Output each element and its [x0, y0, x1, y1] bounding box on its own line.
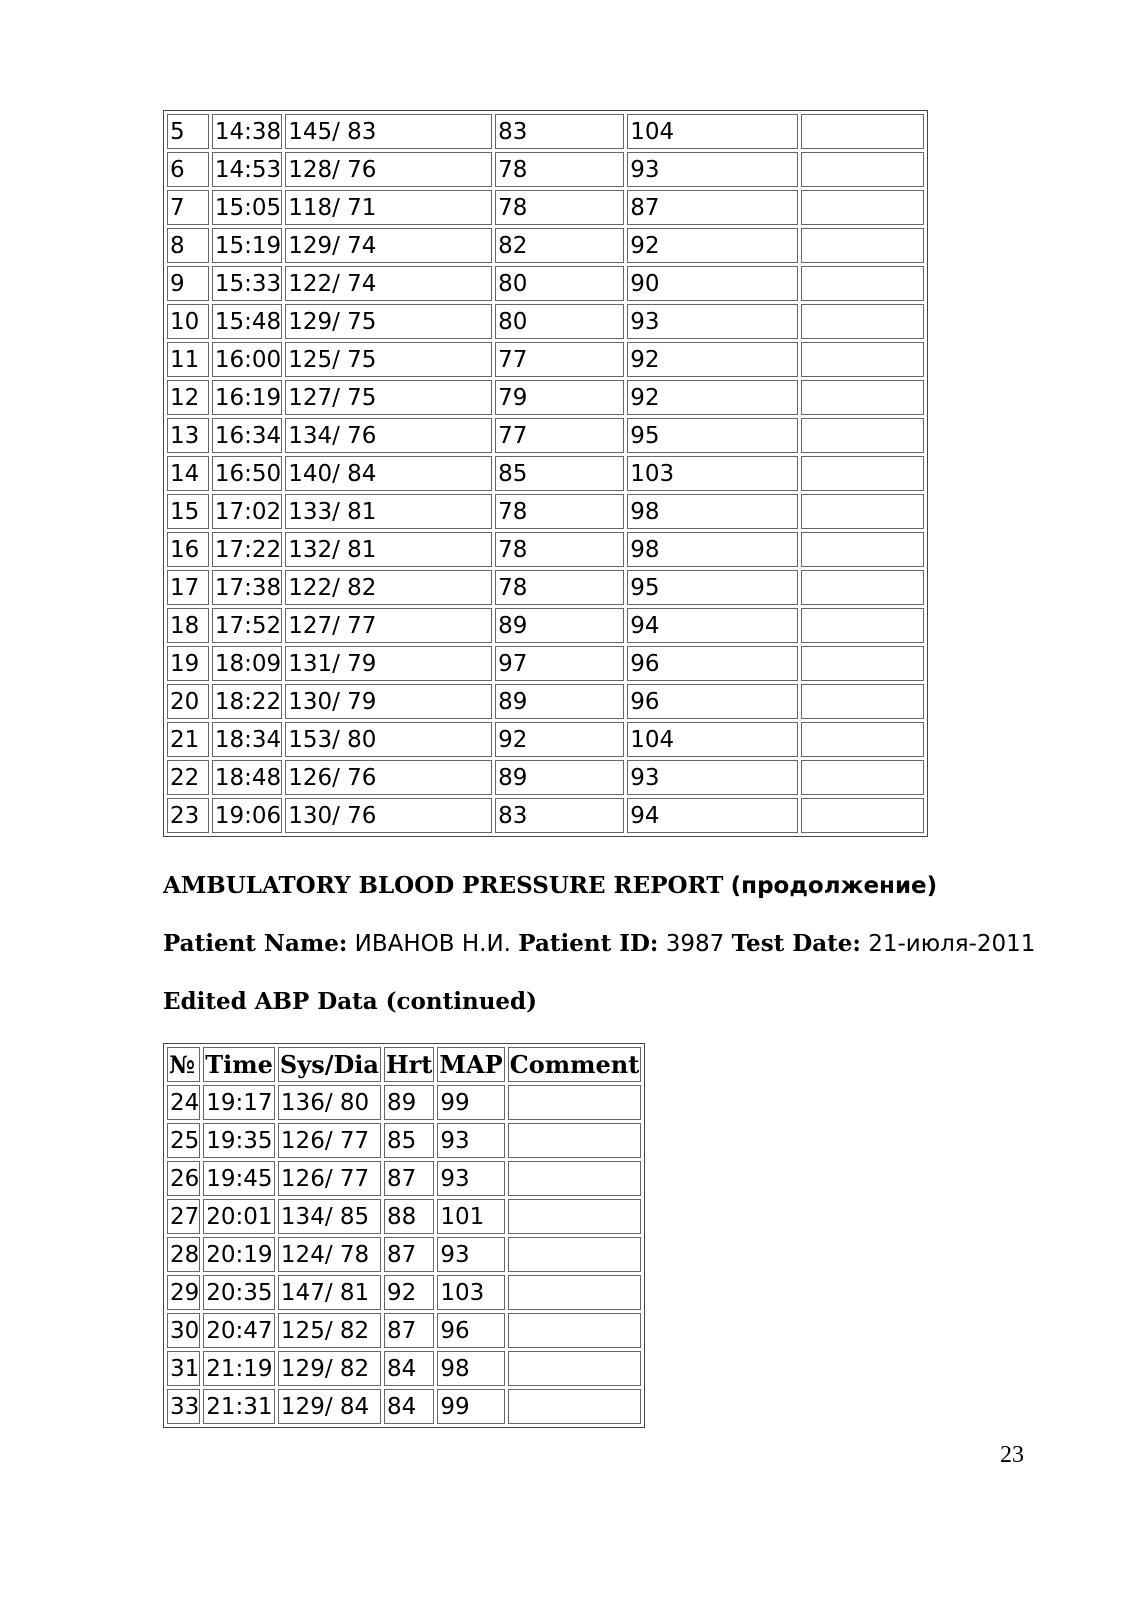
table-row — [167, 1085, 641, 1120]
comment-cell — [801, 570, 924, 605]
report-title-suffix: (продолжение) — [730, 873, 938, 899]
heart-rate-cell: 78 — [495, 570, 624, 605]
map-cell: 93 — [627, 304, 798, 339]
column-header-number: № — [167, 1047, 200, 1082]
table-row — [167, 570, 924, 605]
column-header-sys-dia: Sys/Dia — [278, 1047, 381, 1082]
comment-cell — [801, 608, 924, 643]
report-title — [163, 872, 937, 899]
time-cell: 16:50 — [212, 456, 282, 491]
sys-dia-cell: 129/ 84 — [278, 1389, 381, 1424]
heart-rate-cell: 78 — [495, 494, 624, 529]
comment-cell — [801, 456, 924, 491]
table-row — [167, 1161, 641, 1196]
time-cell: 15:19 — [212, 228, 282, 263]
heart-rate-cell: 77 — [495, 418, 624, 453]
map-cell: 99 — [437, 1389, 504, 1424]
time-cell: 20:19 — [203, 1237, 275, 1272]
map-cell: 98 — [627, 532, 798, 567]
comment-cell — [801, 152, 924, 187]
column-header-hrt: Hrt — [384, 1047, 434, 1082]
map-cell: 93 — [627, 760, 798, 795]
sys-dia-cell: 124/ 78 — [278, 1237, 381, 1272]
sys-dia-cell: 125/ 82 — [278, 1313, 381, 1348]
row-number-cell: 8 — [167, 228, 209, 263]
map-cell: 92 — [627, 342, 798, 377]
row-number-cell: 26 — [167, 1161, 200, 1196]
time-cell: 16:00 — [212, 342, 282, 377]
map-cell: 98 — [627, 494, 798, 529]
row-number-cell: 11 — [167, 342, 209, 377]
map-cell: 96 — [627, 684, 798, 719]
time-cell: 19:17 — [203, 1085, 275, 1120]
heart-rate-cell: 85 — [384, 1123, 434, 1158]
map-cell: 90 — [627, 266, 798, 301]
table-row — [167, 760, 924, 795]
comment-cell — [801, 418, 924, 453]
sys-dia-cell: 127/ 75 — [285, 380, 492, 415]
column-header-time: Time — [203, 1047, 275, 1082]
time-cell: 17:22 — [212, 532, 282, 567]
patient-info-line — [163, 930, 1035, 957]
heart-rate-cell: 79 — [495, 380, 624, 415]
comment-cell — [508, 1275, 642, 1310]
table-row — [167, 608, 924, 643]
table-body — [167, 1085, 641, 1424]
sys-dia-cell: 133/ 81 — [285, 494, 492, 529]
time-cell: 19:45 — [203, 1161, 275, 1196]
row-number-cell: 9 — [167, 266, 209, 301]
heart-rate-cell: 92 — [384, 1275, 434, 1310]
table-row — [167, 418, 924, 453]
map-cell: 87 — [627, 190, 798, 225]
comment-cell — [801, 494, 924, 529]
table-row — [167, 342, 924, 377]
map-cell: 93 — [627, 152, 798, 187]
row-number-cell: 10 — [167, 304, 209, 339]
map-cell: 103 — [437, 1275, 504, 1310]
comment-cell — [801, 722, 924, 757]
table-row — [167, 646, 924, 681]
map-cell: 94 — [627, 798, 798, 833]
time-cell: 18:09 — [212, 646, 282, 681]
heart-rate-cell: 85 — [495, 456, 624, 491]
time-cell: 18:34 — [212, 722, 282, 757]
sys-dia-cell: 134/ 85 — [278, 1199, 381, 1234]
comment-cell — [508, 1199, 642, 1234]
time-cell: 18:48 — [212, 760, 282, 795]
time-cell: 16:34 — [212, 418, 282, 453]
map-cell: 93 — [437, 1161, 504, 1196]
table-header — [167, 1047, 641, 1082]
row-number-cell: 23 — [167, 798, 209, 833]
time-cell: 17:02 — [212, 494, 282, 529]
heart-rate-cell: 92 — [495, 722, 624, 757]
sys-dia-cell: 147/ 81 — [278, 1275, 381, 1310]
abp-data-table-bottom — [163, 1043, 645, 1428]
row-number-cell: 28 — [167, 1237, 200, 1272]
patient-name-label: Patient Name: — [163, 930, 348, 957]
time-cell: 20:01 — [203, 1199, 275, 1234]
row-number-cell: 21 — [167, 722, 209, 757]
table-row — [167, 304, 924, 339]
comment-cell — [801, 304, 924, 339]
map-cell: 96 — [437, 1313, 504, 1348]
comment-cell — [508, 1161, 642, 1196]
table-row — [167, 266, 924, 301]
comment-cell — [801, 380, 924, 415]
column-header-map: MAP — [437, 1047, 504, 1082]
heart-rate-cell: 87 — [384, 1313, 434, 1348]
time-cell: 18:22 — [212, 684, 282, 719]
time-cell: 20:35 — [203, 1275, 275, 1310]
map-cell: 93 — [437, 1123, 504, 1158]
row-number-cell: 19 — [167, 646, 209, 681]
comment-cell — [801, 798, 924, 833]
time-cell: 14:53 — [212, 152, 282, 187]
heart-rate-cell: 78 — [495, 532, 624, 567]
heart-rate-cell: 88 — [384, 1199, 434, 1234]
map-cell: 95 — [627, 418, 798, 453]
map-cell: 101 — [437, 1199, 504, 1234]
heart-rate-cell: 84 — [384, 1389, 434, 1424]
row-number-cell: 12 — [167, 380, 209, 415]
sys-dia-cell: 129/ 82 — [278, 1351, 381, 1386]
patient-name-value: ИВАНОВ Н.И. — [354, 931, 511, 957]
heart-rate-cell: 89 — [495, 684, 624, 719]
comment-cell — [508, 1123, 642, 1158]
table-row — [167, 456, 924, 491]
heart-rate-cell: 89 — [495, 760, 624, 795]
comment-cell — [508, 1313, 642, 1348]
heart-rate-cell: 84 — [384, 1351, 434, 1386]
sys-dia-cell: 125/ 75 — [285, 342, 492, 377]
table-row — [167, 380, 924, 415]
time-cell: 19:35 — [203, 1123, 275, 1158]
table-row — [167, 1237, 641, 1272]
map-cell: 98 — [437, 1351, 504, 1386]
comment-cell — [801, 228, 924, 263]
sys-dia-cell: 126/ 77 — [278, 1161, 381, 1196]
sys-dia-cell: 126/ 76 — [285, 760, 492, 795]
header-row — [167, 1047, 641, 1082]
row-number-cell: 14 — [167, 456, 209, 491]
comment-cell — [801, 532, 924, 567]
row-number-cell: 5 — [167, 114, 209, 149]
row-number-cell: 33 — [167, 1389, 200, 1424]
time-cell: 17:38 — [212, 570, 282, 605]
heart-rate-cell: 89 — [384, 1085, 434, 1120]
table-row — [167, 1351, 641, 1386]
row-number-cell: 18 — [167, 608, 209, 643]
map-cell: 103 — [627, 456, 798, 491]
map-cell: 96 — [627, 646, 798, 681]
sys-dia-cell: 134/ 76 — [285, 418, 492, 453]
table-row — [167, 1313, 641, 1348]
heart-rate-cell: 80 — [495, 304, 624, 339]
time-cell: 16:19 — [212, 380, 282, 415]
table-row — [167, 494, 924, 529]
comment-cell — [801, 190, 924, 225]
row-number-cell: 7 — [167, 190, 209, 225]
row-number-cell: 24 — [167, 1085, 200, 1120]
time-cell: 21:19 — [203, 1351, 275, 1386]
heart-rate-cell: 77 — [495, 342, 624, 377]
row-number-cell: 31 — [167, 1351, 200, 1386]
patient-id-label: Patient ID: — [518, 930, 659, 957]
map-cell: 95 — [627, 570, 798, 605]
table-row — [167, 722, 924, 757]
heart-rate-cell: 80 — [495, 266, 624, 301]
time-cell: 19:06 — [212, 798, 282, 833]
table-row — [167, 1199, 641, 1234]
row-number-cell: 13 — [167, 418, 209, 453]
time-cell: 15:48 — [212, 304, 282, 339]
comment-cell — [801, 760, 924, 795]
report-title-text: AMBULATORY BLOOD PRESSURE REPORT — [163, 872, 724, 899]
comment-cell — [508, 1237, 642, 1272]
sys-dia-cell: 132/ 81 — [285, 532, 492, 567]
time-cell: 17:52 — [212, 608, 282, 643]
column-header-comment: Comment — [508, 1047, 642, 1082]
sys-dia-cell: 118/ 71 — [285, 190, 492, 225]
heart-rate-cell: 78 — [495, 152, 624, 187]
sys-dia-cell: 140/ 84 — [285, 456, 492, 491]
table-row — [167, 532, 924, 567]
comment-cell — [801, 646, 924, 681]
row-number-cell: 20 — [167, 684, 209, 719]
table-row — [167, 1123, 641, 1158]
row-number-cell: 16 — [167, 532, 209, 567]
map-cell: 104 — [627, 722, 798, 757]
row-number-cell: 22 — [167, 760, 209, 795]
sys-dia-cell: 129/ 75 — [285, 304, 492, 339]
table-row — [167, 190, 924, 225]
row-number-cell: 25 — [167, 1123, 200, 1158]
table-row — [167, 228, 924, 263]
heart-rate-cell: 87 — [384, 1161, 434, 1196]
time-cell: 20:47 — [203, 1313, 275, 1348]
heart-rate-cell: 97 — [495, 646, 624, 681]
row-number-cell: 29 — [167, 1275, 200, 1310]
row-number-cell: 17 — [167, 570, 209, 605]
sys-dia-cell: 129/ 74 — [285, 228, 492, 263]
row-number-cell: 27 — [167, 1199, 200, 1234]
heart-rate-cell: 83 — [495, 798, 624, 833]
time-cell: 21:31 — [203, 1389, 275, 1424]
sys-dia-cell: 122/ 82 — [285, 570, 492, 605]
table-body — [167, 114, 924, 833]
table-row — [167, 114, 924, 149]
page-number: 23 — [1000, 1442, 1024, 1468]
abp-data-table-top — [163, 110, 928, 837]
sys-dia-cell: 153/ 80 — [285, 722, 492, 757]
map-cell: 104 — [627, 114, 798, 149]
sys-dia-cell: 130/ 76 — [285, 798, 492, 833]
heart-rate-cell: 82 — [495, 228, 624, 263]
table-row — [167, 1389, 641, 1424]
test-date-value: 21-июля-2011 — [868, 931, 1036, 957]
comment-cell — [801, 684, 924, 719]
comment-cell — [801, 266, 924, 301]
map-cell: 93 — [437, 1237, 504, 1272]
table-row — [167, 152, 924, 187]
map-cell: 99 — [437, 1085, 504, 1120]
map-cell: 92 — [627, 228, 798, 263]
heart-rate-cell: 78 — [495, 190, 624, 225]
table-row — [167, 1275, 641, 1310]
heart-rate-cell: 87 — [384, 1237, 434, 1272]
sys-dia-cell: 127/ 77 — [285, 608, 492, 643]
table-row — [167, 798, 924, 833]
sys-dia-cell: 128/ 76 — [285, 152, 492, 187]
sys-dia-cell: 126/ 77 — [278, 1123, 381, 1158]
comment-cell — [508, 1351, 642, 1386]
heart-rate-cell: 89 — [495, 608, 624, 643]
sys-dia-cell: 122/ 74 — [285, 266, 492, 301]
row-number-cell: 15 — [167, 494, 209, 529]
time-cell: 15:05 — [212, 190, 282, 225]
sys-dia-cell: 131/ 79 — [285, 646, 492, 681]
sys-dia-cell: 136/ 80 — [278, 1085, 381, 1120]
comment-cell — [801, 114, 924, 149]
test-date-label: Test Date: — [731, 930, 861, 957]
sys-dia-cell: 130/ 79 — [285, 684, 492, 719]
row-number-cell: 30 — [167, 1313, 200, 1348]
heart-rate-cell: 83 — [495, 114, 624, 149]
comment-cell — [508, 1085, 642, 1120]
map-cell: 94 — [627, 608, 798, 643]
row-number-cell: 6 — [167, 152, 209, 187]
sys-dia-cell: 145/ 83 — [285, 114, 492, 149]
section-title-text: Edited ABP Data (continued) — [163, 988, 538, 1015]
map-cell: 92 — [627, 380, 798, 415]
time-cell: 14:38 — [212, 114, 282, 149]
comment-cell — [508, 1389, 642, 1424]
comment-cell — [801, 342, 924, 377]
section-title — [163, 988, 537, 1015]
table-row — [167, 684, 924, 719]
patient-id-value: 3987 — [665, 931, 725, 957]
time-cell: 15:33 — [212, 266, 282, 301]
